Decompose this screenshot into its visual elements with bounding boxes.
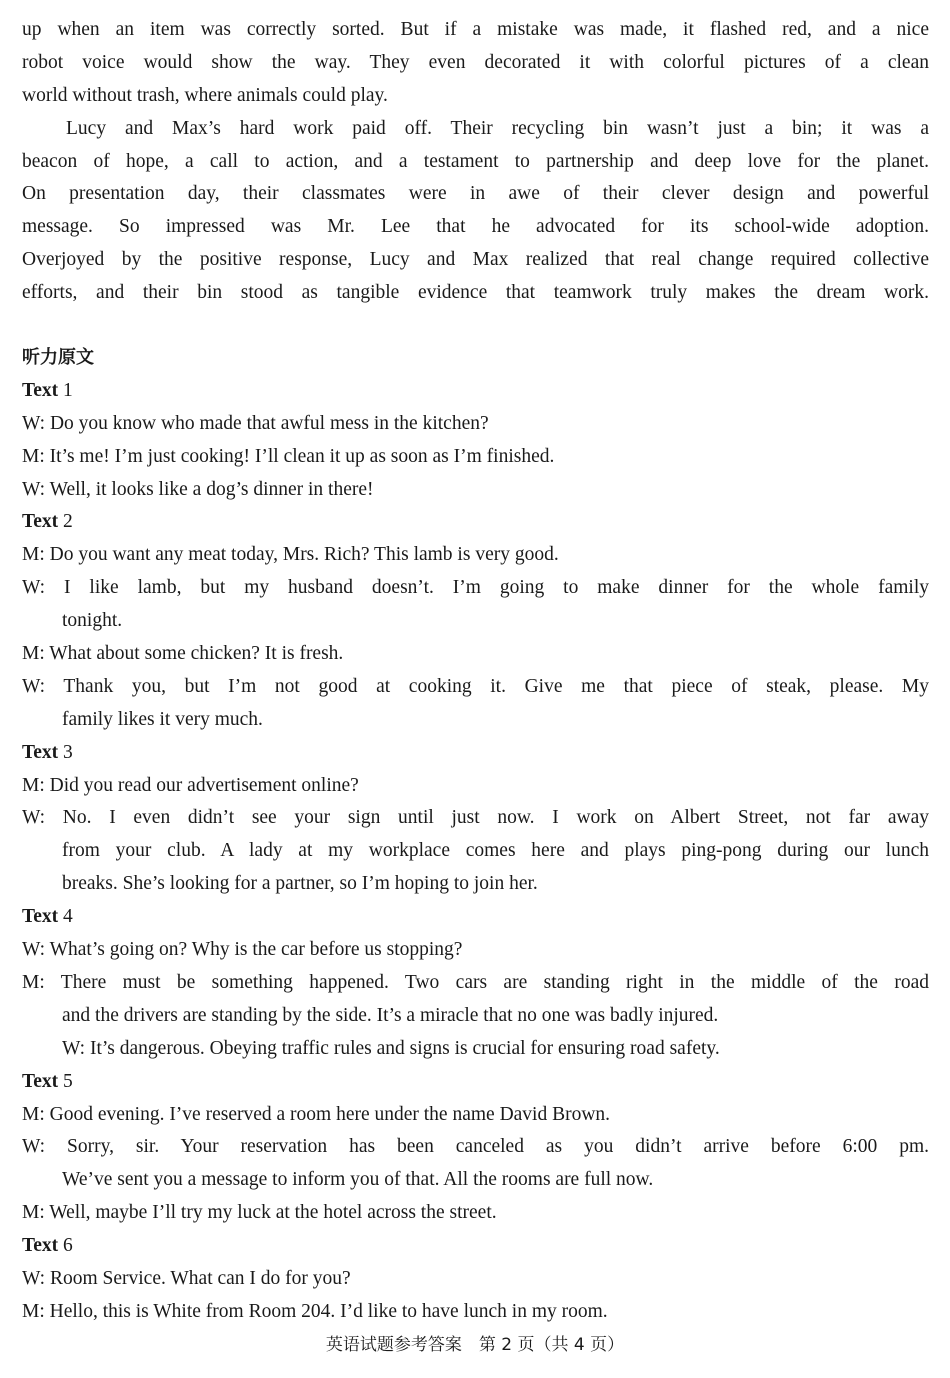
story-paragraph-2 bbox=[22, 113, 929, 310]
dialogue-line-continuation: tonight. bbox=[62, 610, 123, 632]
story-line: Overjoyed by the positive response, Lucy and Max realized that real change required collective bbox=[22, 249, 929, 271]
dialogue-line: W: I like lamb, but my husband doesn’t. I’m going to make dinner for the whole family bbox=[22, 577, 929, 599]
story-line: world without trash, where animals could play. bbox=[22, 84, 388, 106]
story-line: efforts, and their bin stood as tangible evidence that teamwork truly makes the dream work. bbox=[22, 282, 929, 304]
dialogue-line: M: It’s me! I’m just cooking! I’ll clean it up as soon as I’m finished. bbox=[22, 445, 555, 467]
text-label: Text bbox=[22, 906, 59, 928]
dialogue-line-continuation: and the drivers are standing by the side. It’s a miracle that no one was badly injured. bbox=[62, 1004, 719, 1026]
text-number: 6 bbox=[63, 1235, 73, 1257]
dialogue-line-continuation: We’ve sent you a message to inform you of that. All the rooms are full now. bbox=[62, 1169, 654, 1191]
dialogue-line: M: There must be something happened. Two cars are standing right in the middle of the road bbox=[22, 971, 929, 993]
dialogue-line: W: Thank you, but I’m not good at cooking it. Give me that piece of steak, please. My bbox=[22, 675, 929, 697]
text-number: 1 bbox=[63, 379, 73, 401]
dialogue-line-continuation: family likes it very much. bbox=[62, 708, 263, 730]
story-line: Lucy and Max’s hard work paid off. Their recycling bin wasn’t just a bin; it was a bbox=[66, 117, 929, 139]
story-line: beacon of hope, a call to action, and a testament to partnership and deep love for the planet. bbox=[22, 150, 929, 172]
text-label: Text bbox=[22, 511, 59, 533]
document-page bbox=[22, 14, 929, 1329]
dialogue-line: M: Good evening. I’ve reserved a room here under the name David Brown. bbox=[22, 1103, 611, 1125]
text-heading bbox=[22, 375, 929, 408]
text-heading bbox=[22, 1230, 929, 1263]
dialogue-line: M: Well, maybe I’ll try my luck at the hotel across the street. bbox=[22, 1202, 497, 1224]
story-line: up when an item was correctly sorted. But if a mistake was made, it flashed red, and a nice bbox=[22, 19, 929, 40]
dialogue-line-continuation: W: It’s dangerous. Obeying traffic rules and signs is crucial for ensuring road safety. bbox=[62, 1037, 720, 1059]
text-label: Text bbox=[22, 1235, 59, 1257]
text-heading bbox=[22, 506, 929, 539]
dialogue-line: W: Sorry, sir. Your reservation has been canceled as you didn’t arrive before 6:00 pm. bbox=[22, 1136, 929, 1158]
page-footer: 英语试题参考答案 第 2 页（共 4 页） bbox=[325, 1335, 625, 1355]
text-number: 4 bbox=[63, 906, 73, 928]
text-label: Text bbox=[22, 741, 59, 763]
text-number: 2 bbox=[63, 511, 73, 533]
text-number: 3 bbox=[63, 741, 73, 763]
section-title: 听力原文 bbox=[22, 347, 94, 369]
dialogue-line: W: Do you know who made that awful mess in the kitchen? bbox=[22, 412, 489, 434]
story-line: message. So impressed was Mr. Lee that he advocated for its school-wide adoption. bbox=[22, 216, 929, 238]
section-spacer bbox=[22, 310, 929, 342]
dialogue-line-continuation: breaks. She’s looking for a partner, so I’m hoping to join her. bbox=[62, 873, 538, 895]
dialogue-line-continuation: from your club. A lady at my workplace comes here and plays ping-pong during our lunch bbox=[62, 840, 929, 862]
story-line: On presentation day, their classmates were in awe of their clever design and powerful bbox=[22, 183, 929, 205]
dialogue-line: W: Room Service. What can I do for you? bbox=[22, 1267, 351, 1289]
text-label: Text bbox=[22, 1070, 59, 1092]
story-paragraph-1 bbox=[22, 14, 929, 113]
story-line: robot voice would show the way. They even decorated it with colorful pictures of a clean bbox=[22, 51, 929, 73]
dialogue-line: M: Did you read our advertisement online? bbox=[22, 774, 359, 796]
dialogue-line: W: Well, it looks like a dog’s dinner in there! bbox=[22, 478, 374, 500]
text-label: Text bbox=[22, 379, 59, 401]
text-heading bbox=[22, 737, 929, 770]
dialogue-line: M: What about some chicken? It is fresh. bbox=[22, 643, 344, 665]
dialogue-line: W: No. I even didn’t see your sign until just now. I work on Albert Street, not far away bbox=[22, 807, 929, 829]
text-number: 5 bbox=[63, 1070, 73, 1092]
text-heading bbox=[22, 1066, 929, 1099]
dialogue-line: M: Hello, this is White from Room 204. I’d like to have lunch in my room. bbox=[22, 1300, 608, 1322]
text-heading bbox=[22, 901, 929, 934]
dialogue-line: M: Do you want any meat today, Mrs. Rich? This lamb is very good. bbox=[22, 544, 559, 566]
dialogue-line: W: What’s going on? Why is the car before us stopping? bbox=[22, 939, 463, 961]
